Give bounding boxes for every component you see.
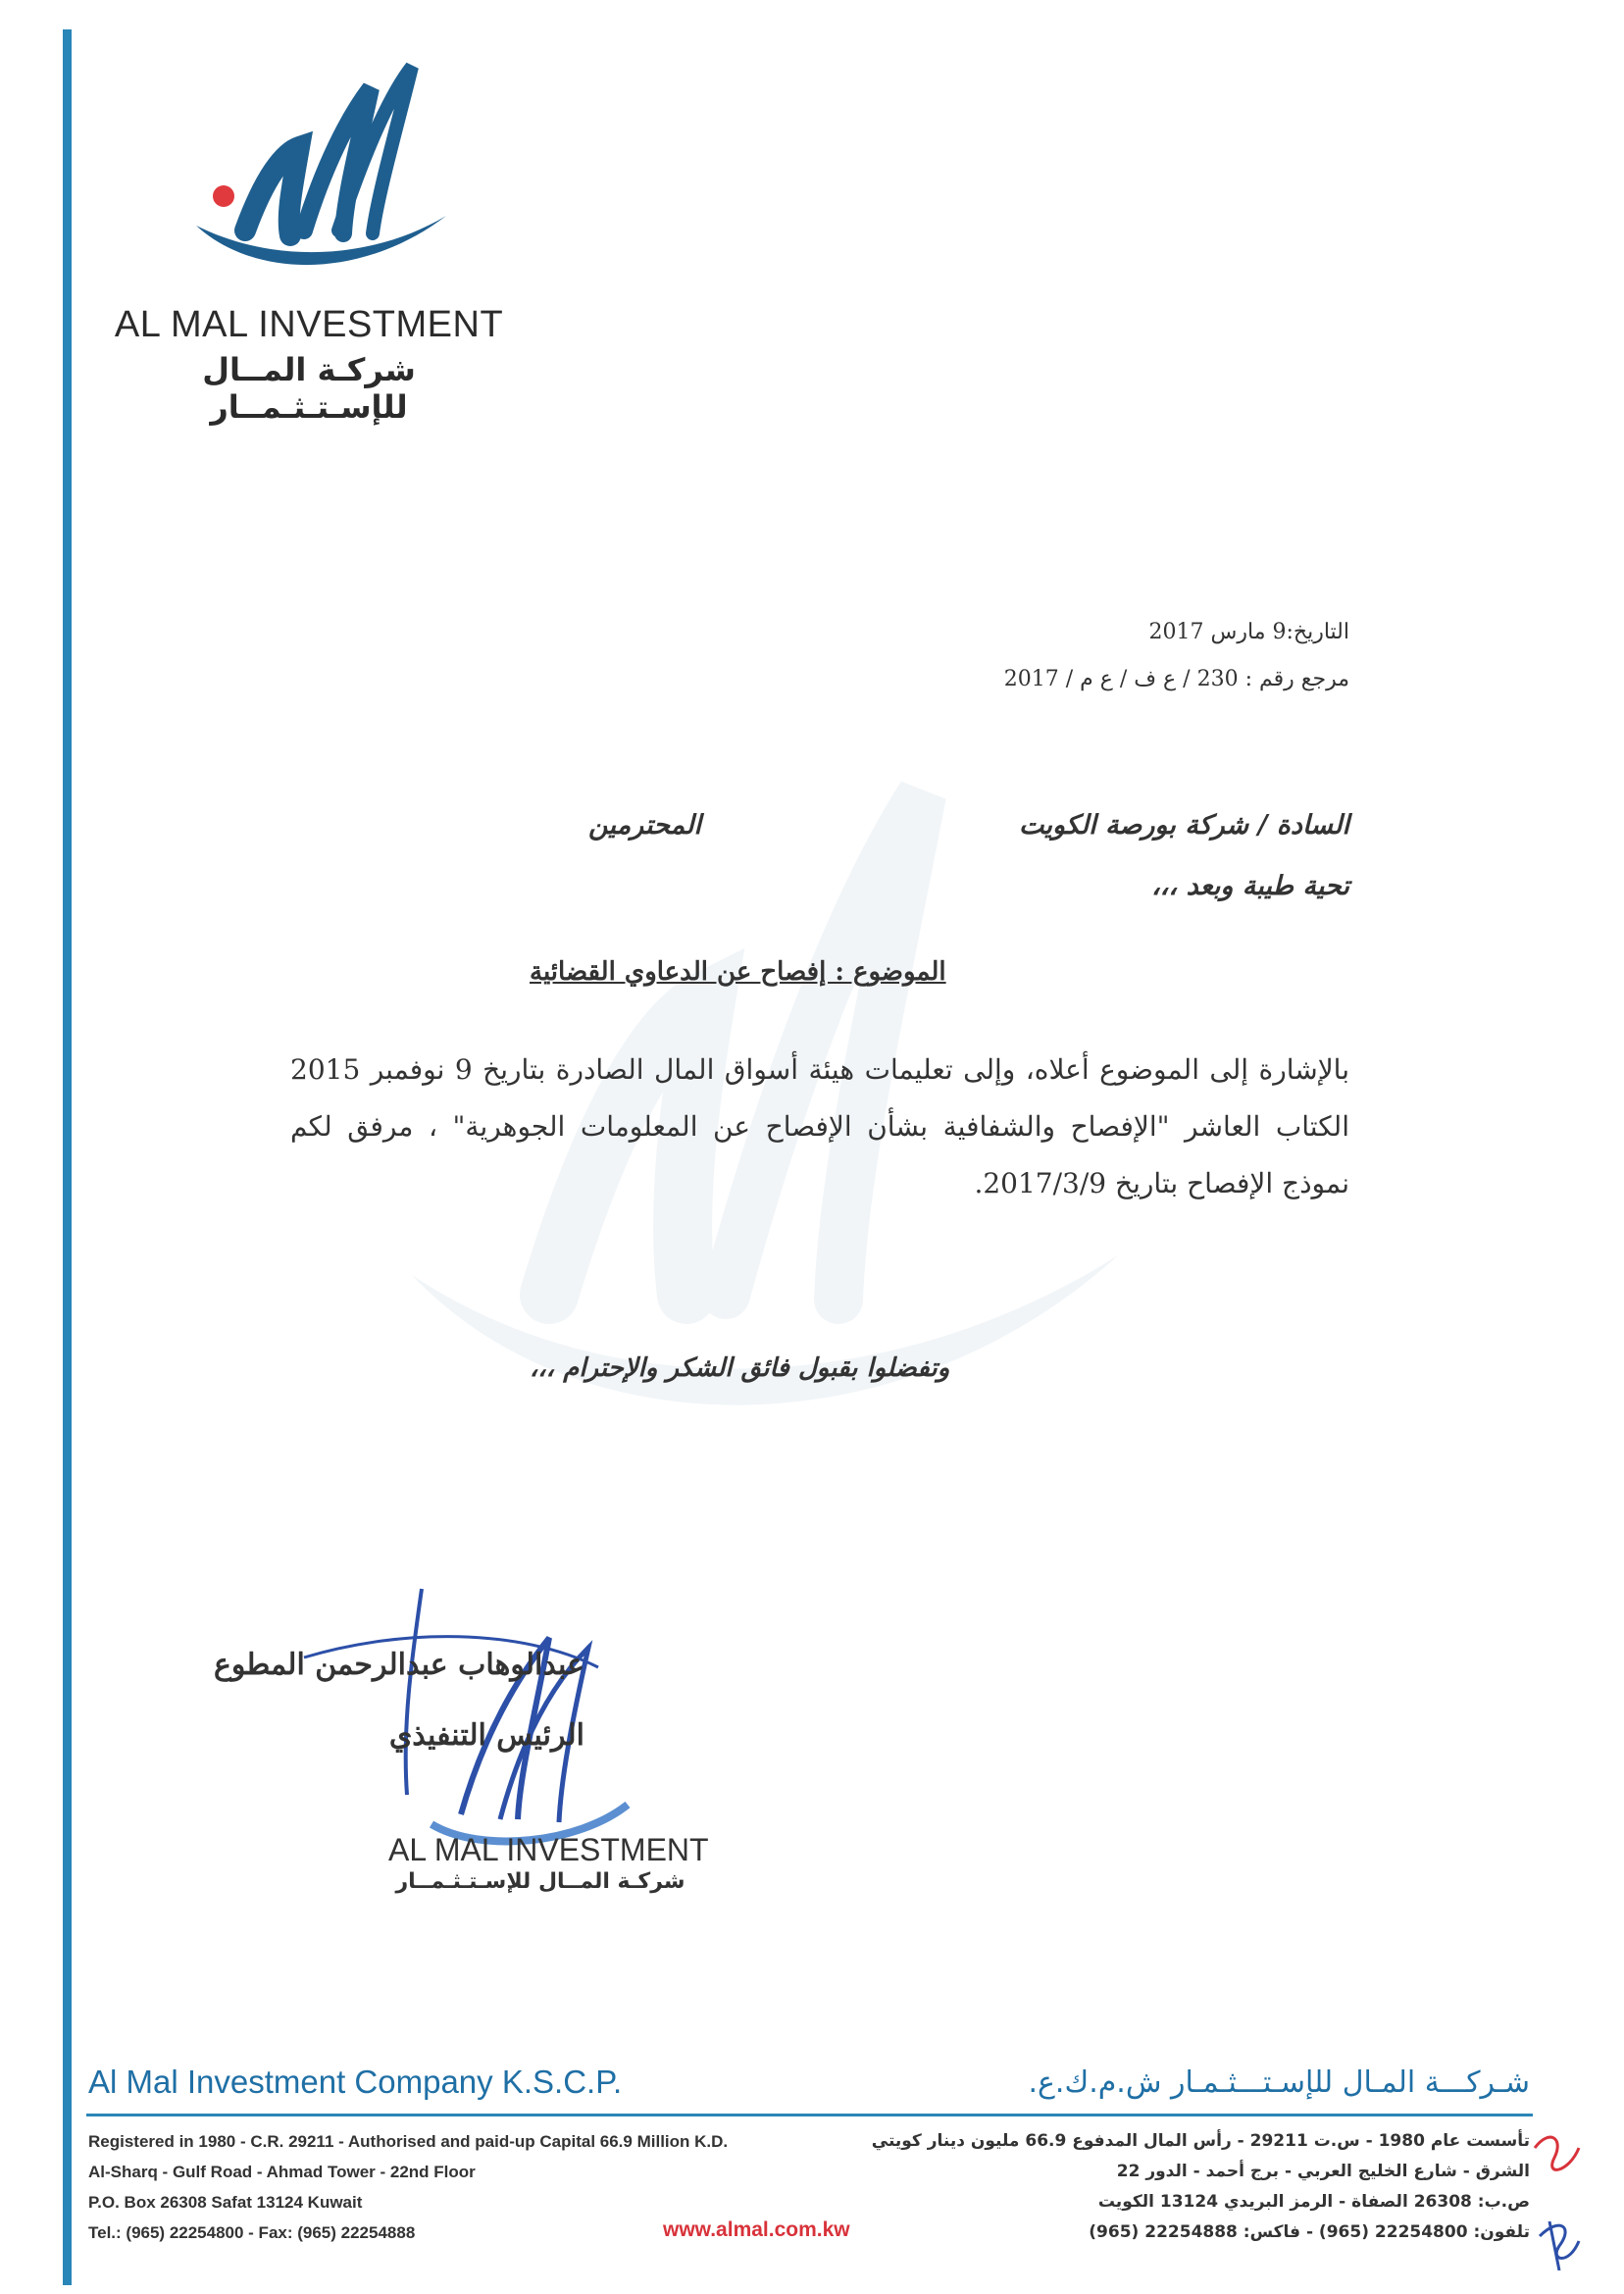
footer-phone-ar: تلفون: 22254800 (965) - فاكس: 22254888 (965)	[1089, 2222, 1530, 2242]
stamp-name-ar: شركـة المــال للإسـتـثـمــار	[395, 1869, 685, 1894]
footer-pobox-en: P.O. Box 26308 Safat 13124 Kuwait	[88, 2193, 363, 2212]
footer-company-name-ar: شـركـــة المـال للإسـتـــثـمـار ش.م.ك.ع.	[1028, 2065, 1530, 2100]
footer-divider	[86, 2114, 1533, 2116]
handwritten-signature-icon	[284, 1569, 637, 1863]
footer-address-ar: الشرق - شارع الخليج العربي - برج أحمد - الدور 22	[1116, 2162, 1530, 2181]
footer-pobox-ar: ص.ب: 26308 الصفاة - الرمز البريدي 13124 الكويت	[1097, 2192, 1530, 2212]
handwritten-initials-icon	[1530, 2128, 1589, 2275]
footer-website-link[interactable]: www.almal.com.kw	[663, 2218, 850, 2241]
footer-details-en	[88, 2126, 728, 2248]
company-logo	[108, 59, 520, 426]
footer-address-en: Al-Sharq - Gulf Road - Ahmad Tower - 22nd Floor	[88, 2163, 476, 2181]
footer-registration-en: Registered in 1980 - C.R. 29211 - Authorised and paid-up Capital 66.9 Million K.D.	[88, 2132, 729, 2151]
footer-company-name-en: Al Mal Investment Company K.S.C.P.	[88, 2064, 623, 2100]
logo-name-en: AL MAL INVESTMENT	[114, 304, 504, 345]
stamp-name-en: AL MAL INVESTMENT	[388, 1832, 709, 1867]
left-accent-bar	[63, 29, 72, 2285]
letter-date: التاريخ:9 مارس 2017	[1148, 620, 1349, 644]
letter-body: بالإشارة إلى الموضوع أعلاه، وإلى تعليمات هيئة أسواق المال الصادرة بتاريخ 9 نوفمبر 2015 الكتاب العاشر "الإفصاح والشفافية بشأن الإفصاح عن المعلومات الجوهرية" ، مرفق لكم نموذج الإفصاح بتاريخ 2017/3/9.	[290, 1053, 1350, 1199]
greeting: تحية طيبة وبعد ،،،	[1151, 871, 1349, 901]
letter-subject: الموضوع : إفصاح عن الدعاوي القضائية	[530, 957, 946, 987]
al-mal-logo-icon	[177, 59, 451, 294]
footer-phone-en: Tel.: (965) 22254800 - Fax: (965) 22254888	[88, 2223, 416, 2242]
footer-details-ar	[872, 2126, 1530, 2248]
signatory-title: الرئيس التنفيذي	[388, 1718, 584, 1753]
footer-registration-ar: تأسست عام 1980 - س.ت 29211 - رأس المال المدفوع 66.9 مليون دينار كويتي	[871, 2131, 1530, 2151]
logo-name-ar: شركـة المــال للإسـتـثـمــار	[202, 351, 416, 426]
addressee: السادة / شركة بورصة الكويت	[1018, 810, 1349, 841]
letter-closing: وتفضلوا بقبول فائق الشكر والإحترام ،،،	[530, 1353, 950, 1383]
signatory-name: عبدالوهاب عبدالرحمن المطوع	[213, 1648, 584, 1682]
addressee-honorific: المحترمين	[588, 810, 701, 841]
letter-reference: مرجع رقم : 230 / ع ف / ع م / 2017	[1003, 667, 1349, 691]
